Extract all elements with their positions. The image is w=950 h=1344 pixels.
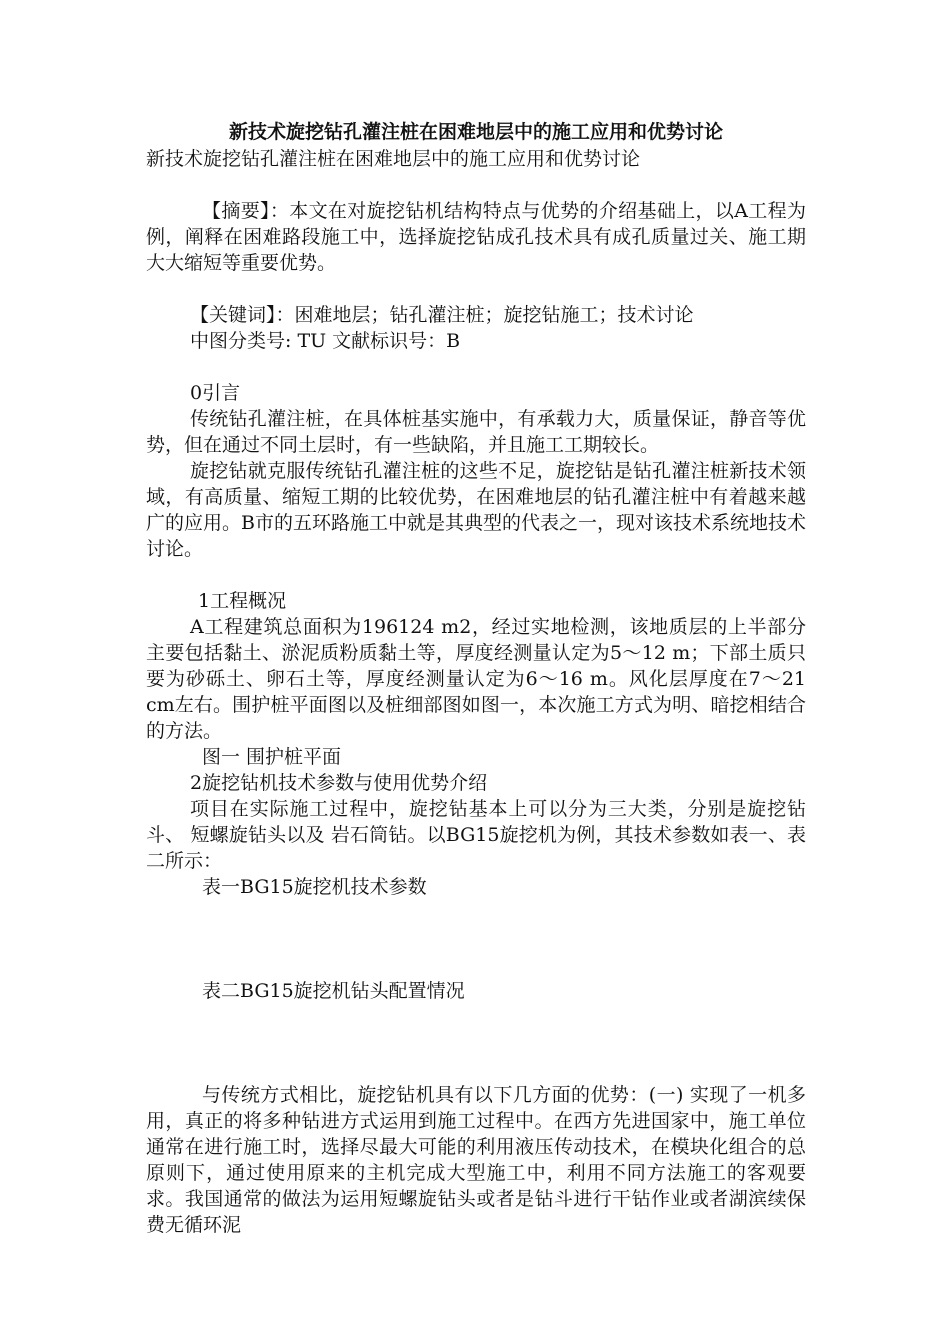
- spacer: [146, 172, 806, 198]
- section-2-paragraph-2: 与传统方式相比，旋挖钻机具有以下几方面的优势：(一) 实现了一机多用，真正的将多种钻进方式运用到施工过程中。在西方先进国家中，施工单位通常在进行施工时，选择尽最大可能的利用液压传动技术，在模块化组合的总原则下，通过使用原来的主机完成大型施工中，利用不同方法施工的客观要求。我国通常的做法为运用短螺旋钻头或者是钻斗进行干钻作业或者湖滨续保费无循环泥: [146, 1084, 806, 1236]
- section-0-paragraph-2: 旋挖钻就克服传统钻孔灌注桩的这些不足，旋挖钻是钻孔灌注桩新技术领域，有高质量、缩短工期的比较优势，在困难地层的钻孔灌注桩中有着越来越广的应用。B市的五环路施工中就是其典型的代表之一，现对该技术系统地技术讨论。: [146, 460, 806, 560]
- document-title: 新技术旋挖钻孔灌注桩在困难地层中的施工应用和优势讨论: [228, 121, 723, 143]
- section-2-paragraph-1: 项目在实际施工过程中，旋挖钻基本上可以分为三大类，分别是旋挖钻斗、 短螺旋钻头以及 岩石筒钻。以BG15旋挖机为例，其技术参数如表一、表二所示：: [146, 798, 806, 872]
- section-0-paragraph-1: 传统钻孔灌注桩，在具体桩基实施中，有承载力大，质量保证，静音等优势，但在通过不同土层时，有一些缺陷，并且施工工期较长。: [146, 408, 806, 456]
- table-2-placeholder: [146, 1004, 806, 1082]
- spacer: [146, 562, 806, 588]
- section-1-paragraph-1: A工程建筑总面积为196124 m2，经过实地检测，该地质层的上半部分主要包括黏土、淤泥质粉质黏土等，厚度经测量认定为5～12 m；下部土质只要为砂砾土、卵石土等，厚度经测量认定为6～16 m。风化层厚度在7～21 cm左右。围护桩平面图以及桩细部图如图一，本次施工方式为明、暗挖相结合的方法。: [146, 616, 806, 742]
- section-0-heading: 0引言: [190, 382, 241, 404]
- abstract-paragraph: 【摘要】：本文在对旋挖钻机结构特点与优势的介绍基础上，以A工程为例，阐释在困难路段施工中，选择旋挖钻成孔技术具有成孔质量过关、施工期大大缩短等重要优势。: [146, 200, 806, 274]
- table-1-caption: 表一BG15旋挖机技术参数: [202, 876, 427, 898]
- table-2-caption: 表二BG15旋挖机钻头配置情况: [202, 980, 465, 1002]
- figure-1-caption: 图一 围护桩平面: [202, 746, 342, 768]
- document-body: [146, 118, 806, 1238]
- keywords-line: 【关键词】：困难地层；钻孔灌注桩；旋挖钻施工；技术讨论: [190, 304, 694, 326]
- spacer: [146, 354, 806, 380]
- table-1-placeholder: [146, 900, 806, 978]
- document-subtitle: 新技术旋挖钻孔灌注桩在困难地层中的施工应用和优势讨论: [146, 148, 641, 170]
- spacer: [146, 276, 806, 302]
- section-1-heading: 1工程概况: [198, 590, 287, 612]
- classification-line: 中图分类号: TU 文献标识号：B: [190, 330, 461, 352]
- section-2-heading: 2旋挖钻机技术参数与使用优势介绍: [190, 772, 488, 794]
